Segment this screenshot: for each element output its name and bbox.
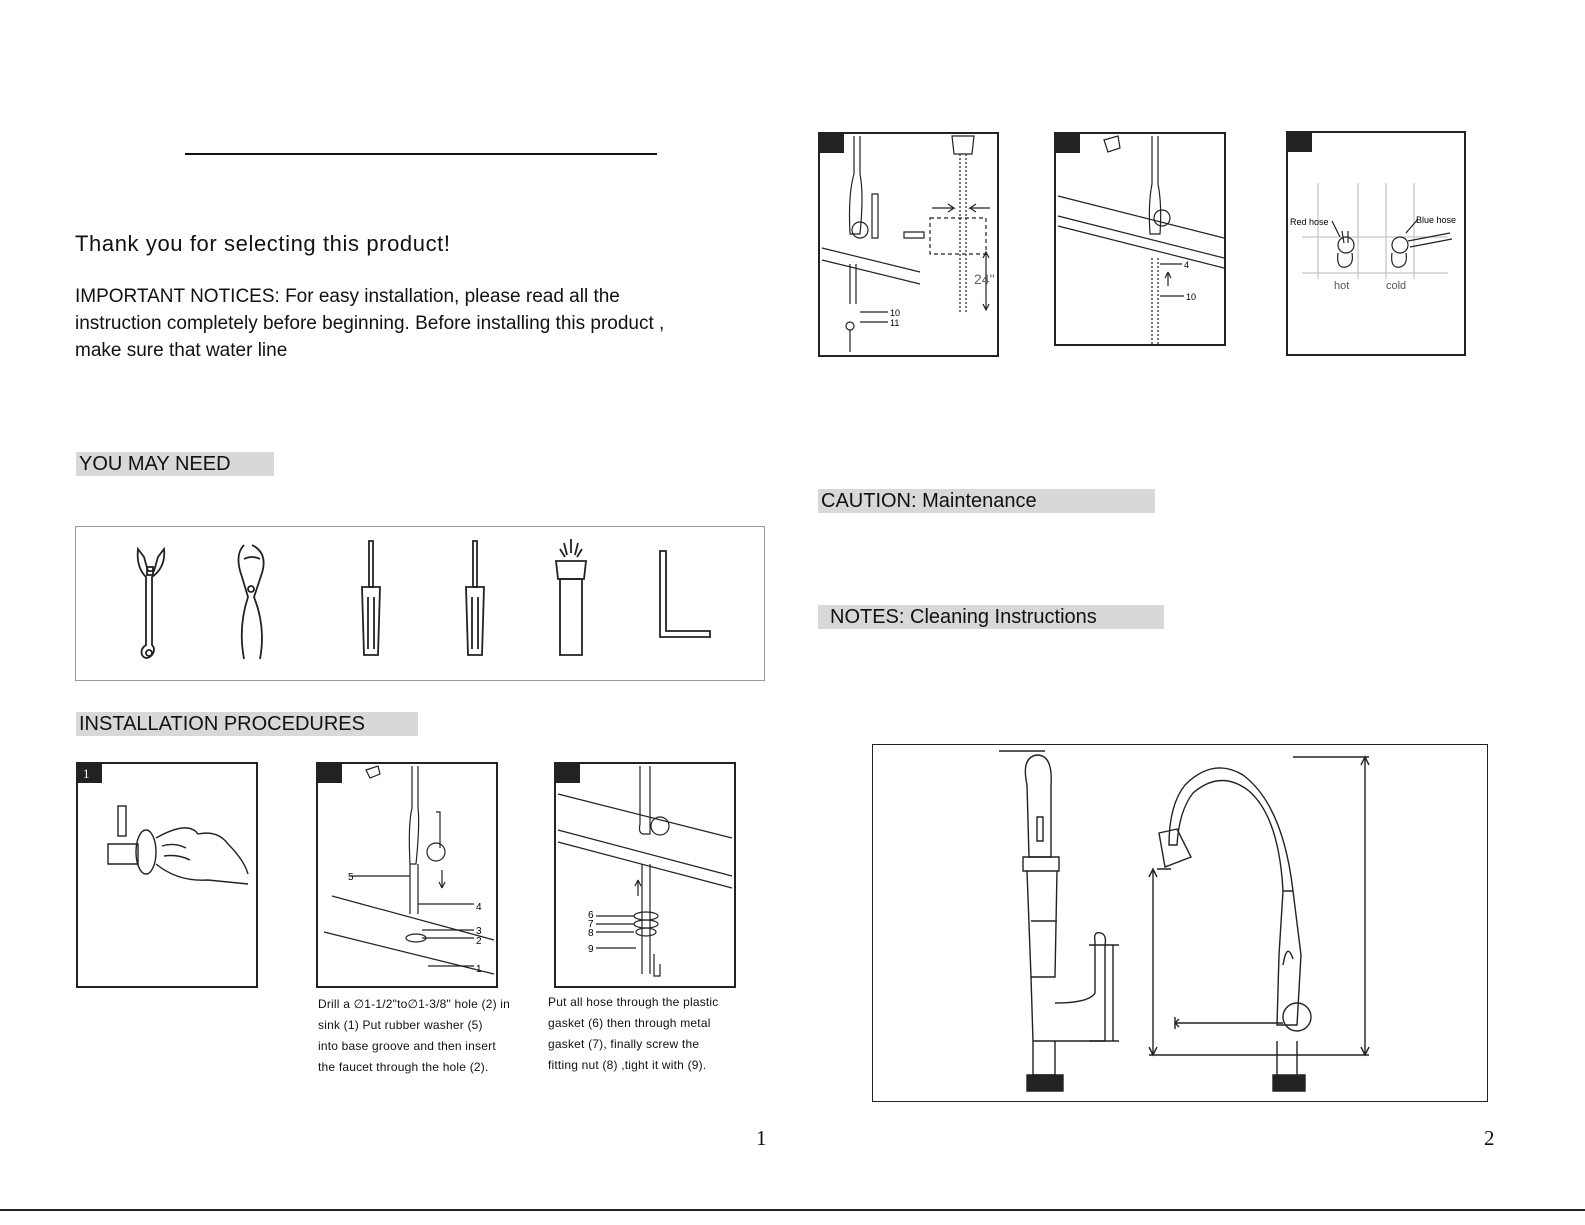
caption-line: the faucet through the hole (2). (318, 1060, 489, 1074)
hose-connect-illustration (820, 134, 997, 355)
callout-3: 3 (476, 926, 482, 937)
callout-9: 9 (588, 944, 594, 955)
hot-label: hot (1334, 280, 1350, 292)
notes-header: NOTES: Cleaning Instructions (818, 605, 1164, 629)
step-2-caption (318, 994, 548, 1078)
callout-5: 5 (348, 872, 354, 883)
caption-line: Put all hose through the plastic (548, 995, 719, 1009)
step-2-figure (316, 762, 498, 988)
page-number-2: 2 (1484, 1126, 1495, 1150)
flathead-screwdriver-icon (466, 541, 484, 655)
cold-label: cold (1386, 280, 1407, 292)
red-hose-label: Red hose (1290, 217, 1329, 227)
caption-line: fitting nut (8) ,tight it with (9). (548, 1058, 707, 1072)
callout-1: 1 (476, 964, 482, 975)
adjustable-wrench-icon (138, 549, 165, 658)
callout-6: 6 (588, 910, 594, 921)
caption-line: gasket (6) then through metal (548, 1016, 711, 1030)
tools-illustration (76, 527, 764, 680)
caption-line: Drill a ∅1-1/2"to∅1-3/8" hole (2) in (318, 997, 511, 1011)
phillips-screwdriver-icon (362, 541, 380, 655)
callout-7: 7 (588, 919, 594, 930)
step-3-figure (554, 762, 736, 988)
valve-shutoff-illustration (78, 764, 256, 986)
callout-8: 8 (588, 928, 594, 939)
hot-cold-hookup-illustration (1288, 133, 1464, 354)
callout-4: 4 (1184, 260, 1190, 270)
pull-out-sprayer-icon (556, 539, 586, 655)
caption-line: into base groove and then insert (318, 1039, 496, 1053)
step-5-figure (1054, 132, 1226, 346)
step-4-figure (818, 132, 999, 357)
page-number-1: 1 (756, 1126, 767, 1150)
caution-header: CAUTION: Maintenance (818, 489, 1155, 513)
notice-line: IMPORTANT NOTICES: For easy installation, please read all the (75, 286, 620, 307)
callout-2: 2 (476, 936, 482, 947)
notice-line: instruction completely before beginning. Before installing this product , (75, 313, 665, 334)
notice-line: make sure that water line (75, 340, 288, 361)
caption-line: sink (1) Put rubber washer (5) (318, 1018, 483, 1032)
callout-4: 4 (476, 902, 482, 913)
faucet-insert-illustration (318, 764, 496, 986)
hose-pull-illustration (1056, 134, 1224, 344)
callout-10: 10 (890, 308, 901, 318)
caption-line: gasket (7), finally screw the (548, 1037, 700, 1051)
you-may-need-header: YOU MAY NEED (76, 452, 274, 476)
faucet-dimension-drawing (872, 744, 1488, 1102)
blue-hose-label: Blue hose (1416, 215, 1457, 225)
page-bottom-edge (0, 1209, 1585, 1211)
tools-panel (75, 526, 765, 681)
step-3-caption (548, 992, 778, 1076)
callout-10: 10 (1186, 292, 1197, 302)
greeting-heading: Thank you for selecting this product! (75, 231, 451, 256)
step-6-figure (1286, 131, 1466, 356)
gasket-nut-illustration (556, 764, 734, 986)
hex-key-icon (660, 551, 710, 637)
step-number: 1 (78, 764, 102, 783)
installation-procedures-header: INSTALLATION PROCEDURES (76, 712, 418, 736)
step-1-figure (76, 762, 258, 988)
important-notice (75, 283, 765, 364)
hose-length-label: 24" (974, 271, 995, 287)
faucet-profile-illustration (873, 745, 1487, 1101)
callout-11: 11 (890, 318, 900, 328)
title-underline (185, 153, 657, 155)
slip-joint-pliers-icon (238, 545, 263, 659)
